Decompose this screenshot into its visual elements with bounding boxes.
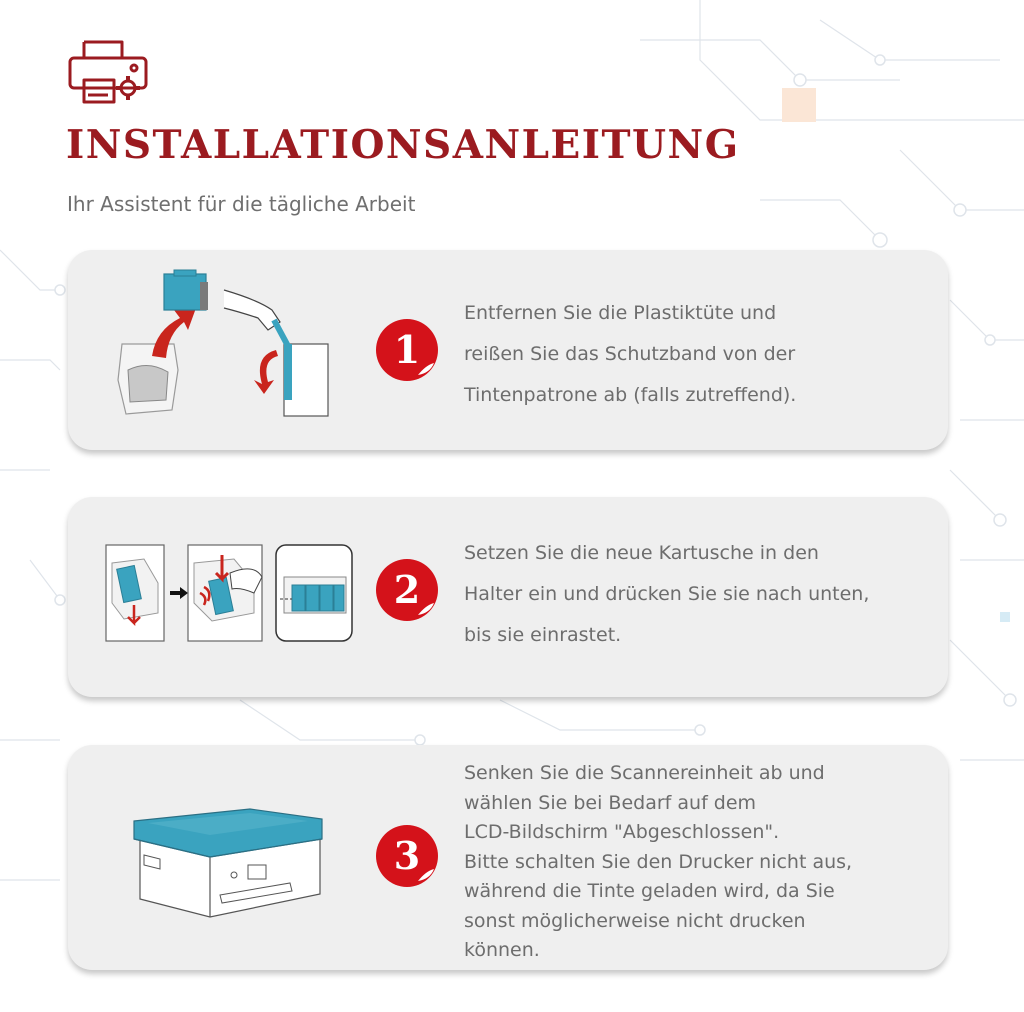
step-number-badge-1 bbox=[374, 317, 440, 383]
page-subtitle: Ihr Assistent für die tägliche Arbeit bbox=[67, 192, 416, 216]
step-number-3: 3 bbox=[393, 833, 421, 878]
step-card-2 bbox=[68, 497, 948, 697]
step-number-badge-2 bbox=[374, 557, 440, 623]
step-number-1: 1 bbox=[393, 327, 421, 372]
step-card-3 bbox=[68, 745, 948, 970]
step-number-badge-3 bbox=[374, 823, 440, 889]
step-number-2: 2 bbox=[393, 567, 421, 612]
step-card-1 bbox=[68, 250, 948, 450]
cartridge-unpack-illustration bbox=[108, 260, 348, 430]
step-text-2: Setzen Sie die neue Kartusche in den Halter ein und drücken Sie sie nach unten, bis sie einrastet. bbox=[464, 542, 870, 646]
printer-scanner-illustration bbox=[130, 799, 330, 924]
step-text-1: Entfernen Sie die Plastiktüte und reißen Sie das Schutzband von der Tintenpatrone ab (falls zutreffend). bbox=[464, 302, 797, 406]
page-title: INSTALLATIONSANLEITUNG bbox=[66, 122, 740, 168]
printer-gear-icon bbox=[66, 38, 156, 106]
cartridge-insert-illustration bbox=[104, 543, 354, 643]
step-text-3: Senken Sie die Scannereinheit ab und wählen Sie bei Bedarf auf dem LCD-Bildschirm "Abgeschlossen". Bitte schalten Sie den Drucker nicht aus, während die Tinte geladen wird, da Sie sonst möglicherweise nicht drucken können. bbox=[464, 762, 853, 961]
